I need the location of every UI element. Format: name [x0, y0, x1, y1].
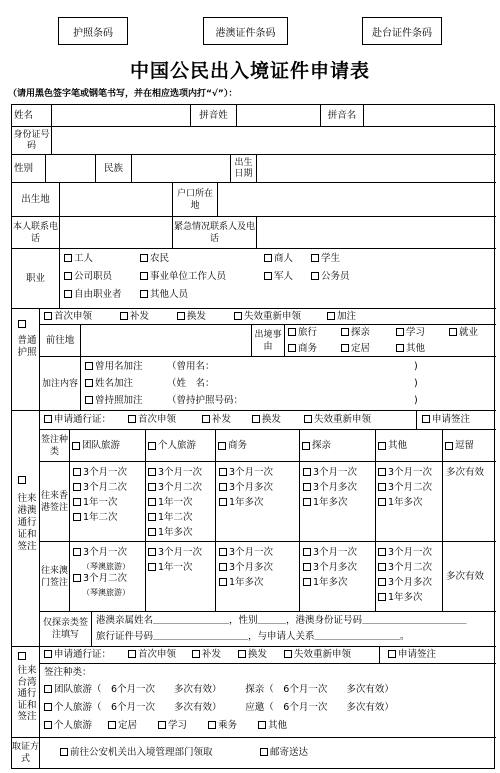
hkmo-invalid-reapply[interactable]: 失效重新申领: [304, 414, 371, 426]
relative-info-line-1[interactable]: 港澳亲属姓名＿＿＿＿＿＿＿＿，性别＿＿＿，港澳身份证号码＿＿＿＿＿＿＿＿＿＿＿: [96, 615, 467, 626]
endorse-former-passport[interactable]: 曾持照加注: [85, 395, 143, 407]
hkmo-first-issue[interactable]: 首次申领: [128, 414, 176, 426]
tw-apply-endorse[interactable]: 申请签注: [388, 649, 436, 661]
occ-company-staff[interactable]: 公司职员: [64, 271, 112, 283]
occupation-label: 职业: [12, 249, 60, 309]
mo-group-note-1: （琴澳旅游）: [82, 562, 130, 571]
occ-freelancer[interactable]: 自由职业者: [64, 289, 122, 301]
occ-other[interactable]: 其他人员: [140, 289, 188, 301]
surname-pinyin-label: 拼音姓: [191, 105, 237, 127]
former-name-field[interactable]: （曾用名：: [167, 361, 215, 372]
hkmo-type-individual[interactable]: 个人旅游: [146, 430, 216, 462]
hk-group-3m1[interactable]: 3个月一次: [73, 467, 127, 479]
passport-barcode-box: 护照条码: [58, 17, 128, 45]
name-label: 姓名: [12, 105, 52, 127]
hkmo-reissue[interactable]: 补发: [202, 414, 231, 426]
mo-group-3m1[interactable]: 3个月一次: [73, 547, 127, 559]
mo-oth-3m2[interactable]: 3个月二次: [378, 562, 432, 574]
hk-ind-1ym[interactable]: 1年多次: [148, 527, 193, 539]
reason-business[interactable]: 商务: [288, 343, 317, 355]
emergency-contact-label: 紧急情况联系人及电话: [173, 217, 257, 249]
application-form: [11, 104, 495, 769]
occ-farmer[interactable]: 农民: [140, 253, 169, 265]
ethnicity-field[interactable]: [132, 155, 231, 183]
id-number-field[interactable]: [52, 127, 496, 155]
birthplace-field[interactable]: [60, 183, 173, 217]
mo-fam-3m1[interactable]: 3个月一次: [303, 547, 357, 559]
birthplace-label: 出生地: [12, 183, 60, 217]
mo-bus-3m1[interactable]: 3个月一次: [219, 547, 273, 559]
tw-opt-settle[interactable]: 定居: [108, 720, 137, 732]
occ-worker[interactable]: 工人: [64, 253, 93, 265]
hkmo-type-group-tour[interactable]: 团队旅游: [70, 430, 146, 462]
destination-label: 前往地: [40, 325, 81, 357]
hk-ind-3m2[interactable]: 3个月二次: [148, 482, 202, 494]
hukou-field[interactable]: [218, 183, 496, 217]
hkmo-type-stay[interactable]: 逗留: [443, 430, 496, 462]
destination-field[interactable]: [81, 325, 252, 357]
occ-public-institution[interactable]: 事业单位工作人员: [140, 271, 226, 283]
passport-renewal[interactable]: 换发: [177, 311, 206, 323]
endorse-content-options: [81, 357, 496, 411]
hk-bus-3mm[interactable]: 3个月多次: [219, 482, 273, 494]
tw-endorse-type-label: 签注种类：: [44, 667, 92, 678]
mo-oth-3m1[interactable]: 3个月一次: [378, 547, 432, 559]
passport-invalid-reapply[interactable]: 失效重新申领: [234, 311, 301, 323]
hk-fam-3m1[interactable]: 3个月一次: [303, 467, 357, 479]
ethnicity-label: 民族: [96, 155, 132, 183]
reason-travel[interactable]: 旅行: [288, 327, 317, 339]
hk-fam-3mm[interactable]: 3个月多次: [303, 482, 357, 494]
hkmo-type-family[interactable]: 探亲: [300, 430, 376, 462]
hk-oth-3m2[interactable]: 3个月二次: [378, 482, 432, 494]
mo-fam-3mm[interactable]: 3个月多次: [303, 562, 357, 574]
hkmo-endorse-type-label: 签注种类: [40, 430, 70, 462]
passport-reissue[interactable]: 补发: [120, 311, 149, 323]
tw-endorse-line-1[interactable]: 团队旅游（ 6个月一次 多次有效） 探亲（ 6个月一次 多次有效）: [44, 684, 394, 696]
former-passport-close: ): [414, 395, 418, 406]
endorse-content-label: 加注内容: [40, 357, 81, 411]
hukou-label: 户口所在地: [173, 183, 218, 217]
given-pinyin-label: 拼音名: [321, 105, 364, 127]
birth-date-label: 出生日期: [231, 155, 257, 183]
hk-endorse-label: 往来香港签注: [40, 462, 70, 542]
hkmo-renewal[interactable]: 换发: [252, 414, 281, 426]
occ-merchant[interactable]: 商人: [264, 253, 293, 265]
tw-opt-other[interactable]: 其他: [258, 720, 287, 732]
hkmo-section-checkbox[interactable]: [18, 475, 28, 487]
tw-renewal[interactable]: 换发: [238, 649, 267, 661]
occ-student[interactable]: 学生: [311, 253, 340, 265]
hk-bus-1ym[interactable]: 1年多次: [219, 497, 264, 509]
tw-first-issue[interactable]: 首次申领: [128, 649, 176, 661]
tw-opt-crew[interactable]: 乘务: [208, 720, 237, 732]
mo-endorse-label: 往来澳门签注: [40, 542, 70, 612]
endorse-name[interactable]: 姓名加注: [85, 378, 133, 390]
hkmo-apply-permit[interactable]: 申请通行证：: [44, 414, 111, 426]
taiwan-barcode-box: 赴台证件条码: [362, 17, 442, 45]
reason-family[interactable]: 探亲: [341, 327, 370, 339]
exit-reason-label: 出境事由: [252, 325, 285, 357]
birth-date-field[interactable]: [257, 155, 496, 183]
passport-first-issue[interactable]: 首次申领: [44, 311, 92, 323]
name-endorse-close: ): [414, 378, 418, 389]
mo-group-3m2[interactable]: 3个月二次: [73, 573, 127, 585]
reason-employment[interactable]: 就业: [449, 327, 478, 339]
hkmo-apply-endorse[interactable]: 申请签注: [422, 414, 470, 426]
passport-endorse[interactable]: 加注: [327, 311, 356, 323]
hk-oth-1ym[interactable]: 1年多次: [378, 497, 423, 509]
tw-apply-permit[interactable]: 申请通行证：: [44, 649, 111, 661]
tw-opt-individual[interactable]: 个人旅游: [44, 720, 92, 732]
former-name-close: ): [414, 361, 418, 372]
hk-ind-1y2[interactable]: 1年二次: [148, 512, 193, 524]
tw-reissue[interactable]: 补发: [192, 649, 221, 661]
reason-settle[interactable]: 定居: [341, 343, 370, 355]
tw-opt-study[interactable]: 学习: [158, 720, 187, 732]
hk-ind-3m1[interactable]: 3个月一次: [148, 467, 202, 479]
taiwan-section-label: 往来台湾通行证和签注: [17, 665, 37, 722]
tw-endorse-line-2[interactable]: 个人旅游（ 6个月一次 多次有效） 应邀（ 6个月一次 多次有效）: [44, 702, 394, 714]
pickup-method-label: 取证方式: [12, 738, 40, 768]
mo-oth-1ym[interactable]: 1年多次: [378, 592, 423, 604]
mo-ind-3m1[interactable]: 3个月一次: [148, 547, 202, 559]
form-instructions: （请用黑色签字笔或钢笔书写，并在相应选项内打“√”）：: [8, 89, 238, 99]
relative-info-label: 仅探亲类签注填写: [40, 612, 92, 647]
mo-ind-1y1[interactable]: 1年一次: [148, 562, 193, 574]
hk-group-1y1[interactable]: 1年一次: [73, 497, 118, 509]
emergency-contact-field[interactable]: [257, 217, 496, 249]
former-passport-field[interactable]: （曾持护照号码：: [167, 395, 244, 406]
hk-group-1y2[interactable]: 1年二次: [73, 512, 118, 524]
tw-invalid-reapply[interactable]: 失效重新申领: [284, 649, 351, 661]
mo-oth-3mm[interactable]: 3个月多次: [378, 577, 432, 589]
taiwan-section-checkbox[interactable]: [18, 651, 28, 663]
passport-section-label: 普通护照: [17, 335, 37, 358]
gender-field[interactable]: [46, 155, 96, 183]
hkmo-barcode-box: 港澳证件条码: [203, 17, 288, 45]
mo-bus-1ym[interactable]: 1年多次: [219, 577, 264, 589]
hk-ind-1y1[interactable]: 1年一次: [148, 497, 193, 509]
gender-label: 性别: [12, 155, 46, 183]
occ-civil-servant[interactable]: 公务员: [311, 271, 350, 283]
surname-pinyin-field[interactable]: [237, 105, 321, 127]
hkmo-section-label: 往来港澳通行证和签注: [17, 493, 37, 552]
mo-group-note-2: （琴澳旅游）: [82, 588, 130, 597]
passport-section-checkbox[interactable]: [18, 319, 28, 331]
mo-stay-multi[interactable]: 多次有效: [446, 571, 485, 582]
hk-group-3m2[interactable]: 3个月二次: [73, 482, 127, 494]
name-endorse-field[interactable]: （姓 名：: [167, 378, 215, 389]
endorse-former-name[interactable]: 曾用名加注: [85, 361, 143, 373]
contact-phone-field[interactable]: [60, 217, 173, 249]
hk-stay-multi[interactable]: 多次有效: [446, 467, 485, 478]
mo-fam-1ym[interactable]: 1年多次: [303, 577, 348, 589]
given-pinyin-field[interactable]: [364, 105, 496, 127]
id-number-label: 身份证号码: [12, 127, 52, 155]
form-title: 中国公民出入境证件申请表: [129, 60, 370, 82]
reason-other[interactable]: 其他: [396, 343, 425, 355]
contact-phone-label: 本人联系电话: [12, 217, 60, 249]
hkmo-type-business[interactable]: 商务: [216, 430, 300, 462]
hkmo-type-other[interactable]: 其他: [376, 430, 443, 462]
pickup-office[interactable]: 前往公安机关出入境管理部门领取: [60, 747, 213, 759]
reason-study[interactable]: 学习: [396, 327, 425, 339]
pickup-mail[interactable]: 邮寄送达: [260, 747, 308, 759]
occ-military[interactable]: 军人: [264, 271, 293, 283]
name-field[interactable]: [52, 105, 191, 127]
hk-fam-1ym[interactable]: 1年多次: [303, 497, 348, 509]
mo-bus-3mm[interactable]: 3个月多次: [219, 562, 273, 574]
hk-oth-3m1[interactable]: 3个月一次: [378, 467, 432, 479]
hk-bus-3m1[interactable]: 3个月一次: [219, 467, 273, 479]
relative-info-line-2[interactable]: 旅行证件号码＿＿＿＿＿＿＿＿＿＿，与申请人关系＿＿＿＿＿＿＿＿＿。: [96, 631, 410, 642]
